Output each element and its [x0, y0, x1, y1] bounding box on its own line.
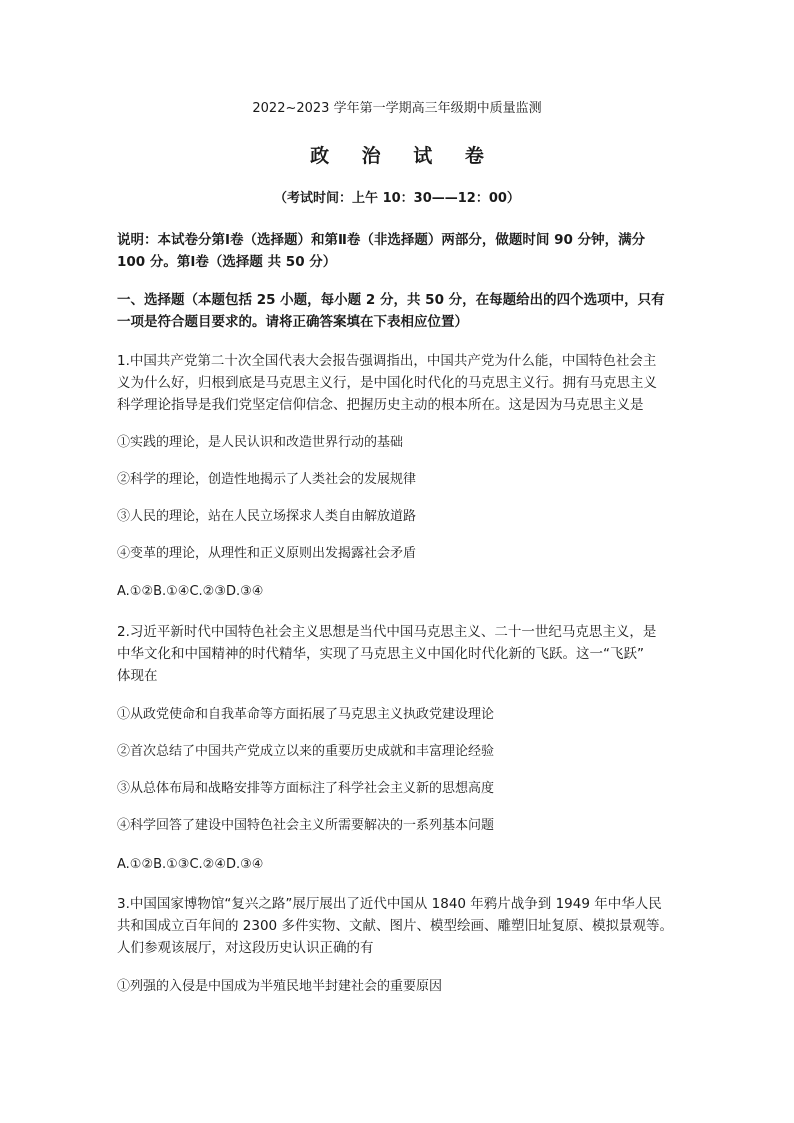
section-heading — [117, 289, 677, 333]
instructions — [117, 229, 677, 273]
question-1-option: ①实践的理论，是人民认识和改造世界行动的基础 — [117, 435, 404, 450]
question-stem-line: 共和国成立百年间的 2300 多件实物、文献、图片、模型绘画、雕塑旧址复原、模拟景观等。 — [117, 918, 673, 934]
question-1-choices: A.①②B.①④C.②③D.③④ — [117, 584, 264, 599]
question-1-option: ②科学的理论，创造性地揭示了人类社会的发展规律 — [117, 472, 417, 487]
question-stem-line: 体现在 — [117, 668, 158, 684]
question-2-option: ④科学回答了建设中国特色社会主义所需要解决的一系列基本问题 — [117, 818, 495, 833]
exam-header: 2022~2023 学年第一学期高三年级期中质量监测 — [252, 101, 542, 116]
question-1-stem — [117, 350, 677, 416]
question-2-stem — [117, 621, 677, 687]
question-2-choices: A.①②B.①③C.②④D.③④ — [117, 857, 264, 872]
question-stem-line: 科学理论指导是我们党坚定信仰信念、把握历史主动的根本所在。这是因为马克思主义是 — [117, 397, 644, 413]
question-stem-line: 3.中国国家博物馆“复兴之路”展厅展出了近代中国从 1840 年鸦片战争到 1949 年中华人民 — [117, 896, 662, 912]
question-3-option: ①列强的入侵是中国成为半殖民地半封建社会的重要原因 — [117, 979, 443, 994]
question-3-stem — [117, 893, 677, 959]
question-stem-line: 人们参观该展厅，对这段历史认识正确的有 — [117, 940, 374, 956]
question-stem-line: 1.中国共产党第二十次全国代表大会报告强调指出，中国共产党为什么能，中国特色社会主 — [117, 353, 657, 369]
instructions-line: 说明：本试卷分第Ⅰ卷（选择题）和第Ⅱ卷（非选择题）两部分，做题时间 90 分钟，满分 — [117, 232, 646, 248]
question-2-option: ①从政党使命和自我革命等方面拓展了马克思主义执政党建设理论 — [117, 707, 495, 722]
question-stem-line: 中华文化和中国精神的时代精华，实现了马克思主义中国化时代化新的飞跃。这一“飞跃” — [117, 646, 644, 662]
exam-time: （考试时间：上午 10：30——12：00） — [274, 191, 520, 206]
section-heading-line: 一项是符合题目要求的。请将正确答案填在下表相应位置） — [117, 314, 468, 330]
question-2-option: ②首次总结了中国共产党成立以来的重要历史成就和丰富理论经验 — [117, 744, 495, 759]
question-1-option: ④变革的理论，从理性和正义原则出发揭露社会矛盾 — [117, 546, 417, 561]
page-title: 政 治 试 卷 — [310, 145, 497, 167]
section-heading-line: 一、选择题（本题包括 25 小题，每小题 2 分，共 50 分，在每题给出的四个选项中，只有 — [117, 292, 665, 308]
question-2-option: ③从总体布局和战略安排等方面标注了科学社会主义新的思想高度 — [117, 781, 495, 796]
question-stem-line: 2.习近平新时代中国特色社会主义思想是当代中国马克思主义、二十一世纪马克思主义，是 — [117, 624, 657, 640]
question-1-option: ③人民的理论，站在人民立场探求人类自由解放道路 — [117, 509, 417, 524]
question-stem-line: 义为什么好，归根到底是马克思主义行，是中国化时代化的马克思主义行。拥有马克思主义 — [117, 375, 657, 391]
instructions-line: 100 分。第Ⅰ卷（选择题 共 50 分） — [117, 254, 337, 270]
